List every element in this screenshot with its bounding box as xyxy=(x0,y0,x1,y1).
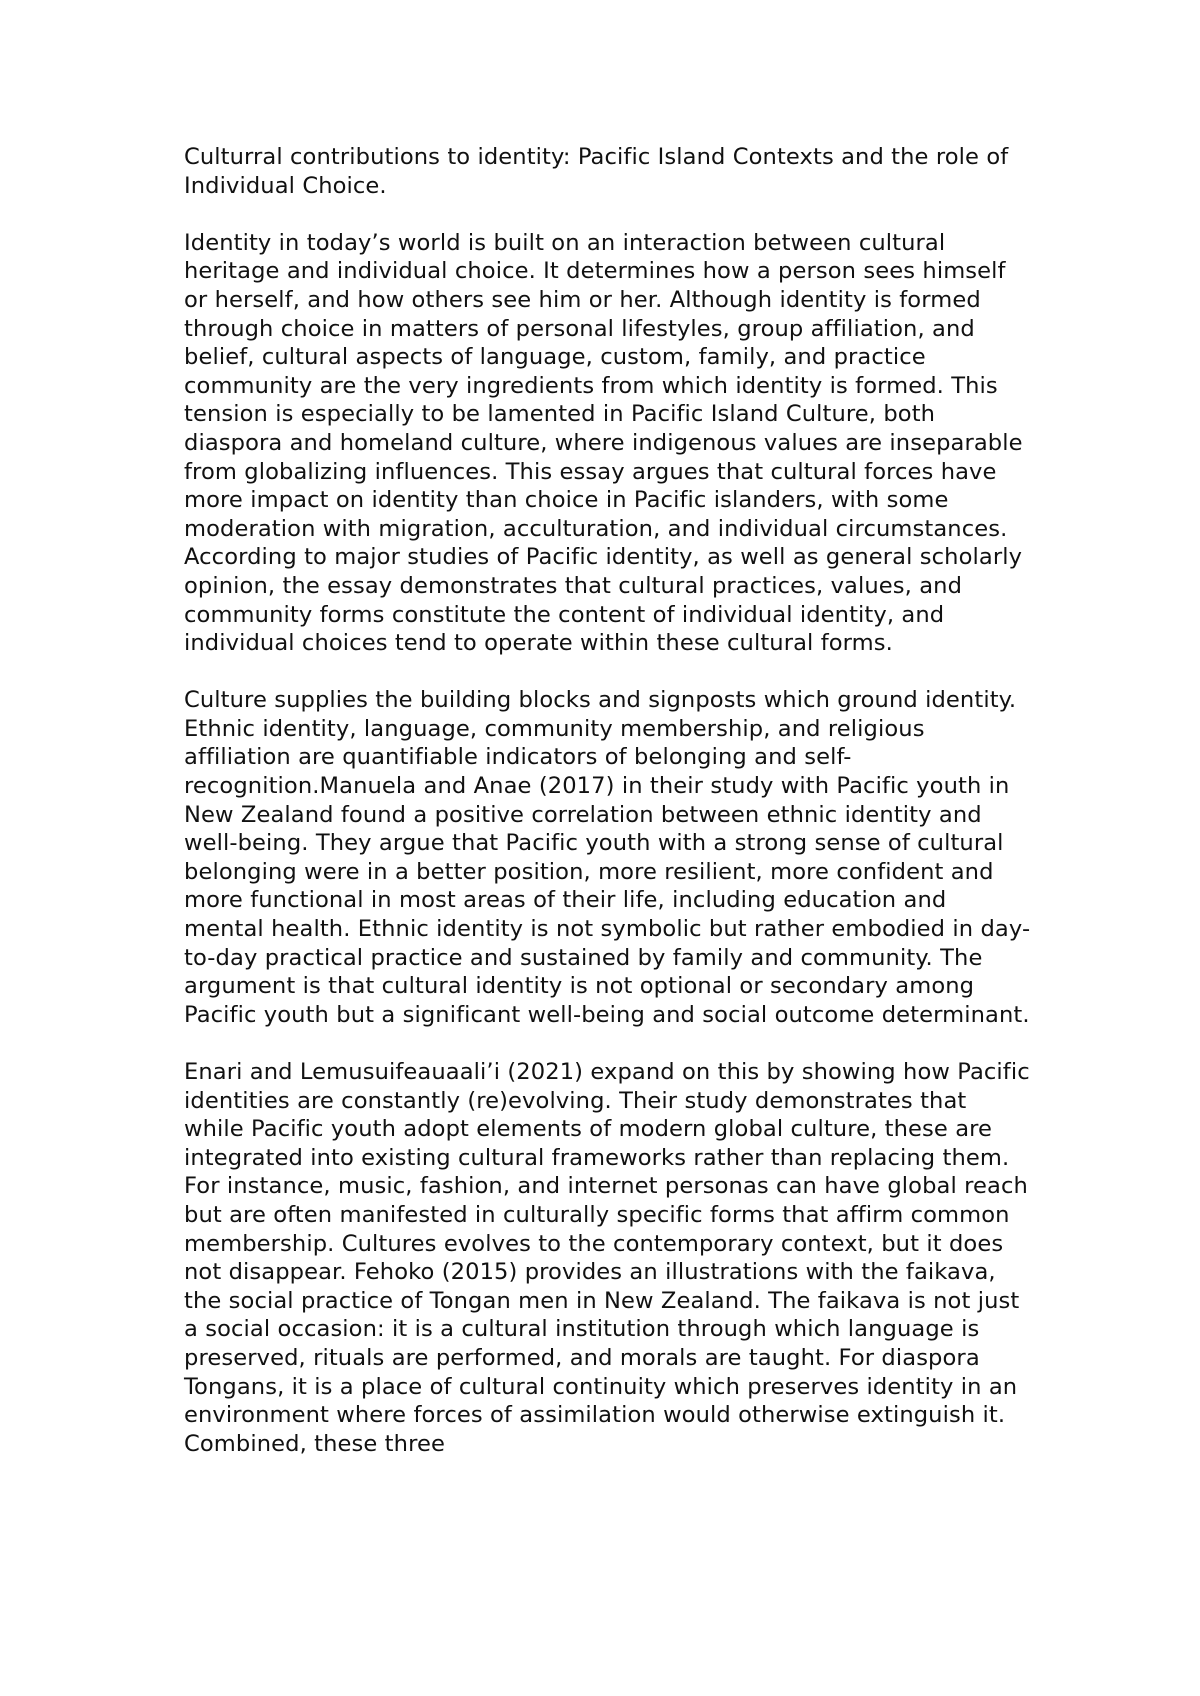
document-body xyxy=(184,143,1032,1458)
paragraph-evolving-identities: Enari and Lemusuifeauaali’i (2021) expand on this by showing how Pacific identities are constantly (re)evolving. Their study demonstrates that while Pacific youth adopt elements of modern global culture, these are integrated into existing cultural frameworks rather than replacing them. For instance, music, fashion, and internet personas can have global reach but are often manifested in culturally specific forms that affirm common membership. Cultures evolves to the contemporary context, but it does not disappear. Fehoko (2015) provides an illustrations with the faikava, the social practice of Tongan men in New Zealand. The faikava is not just a social occasion: it is a cultural institution through which language is preserved, rituals are performed, and morals are taught. For diaspora Tongans, it is a place of cultural continuity which preserves identity in an environment where forces of assimilation would otherwise extinguish it. Combined, these three xyxy=(184,1059,1030,1457)
paragraph-culture-building-blocks: Culture supplies the building blocks and signposts which ground identity. Ethnic identity, language, community membership, and religious affiliation are quantifiable indicators of belonging and self-recognition.Manuela and Anae (2017) in their study with Pacific youth in New Zealand found a positive correlation between ethnic identity and well-being. They argue that Pacific youth with a strong sense of cultural belonging were in a better position, more resilient, more confident and more functional in most areas of their life, including education and mental health. Ethnic identity is not symbolic but rather embodied in day-to-day practical practice and sustained by family and community. The argument is that cultural identity is not optional or secondary among Pacific youth but a significant well-being and social outcome determinant. xyxy=(184,687,1031,1028)
paragraph-introduction: Identity in today’s world is built on an interaction between cultural heritage and individual choice. It determines how a person sees himself or herself, and how others see him or her. Although identity is formed through choice in matters of personal lifestyles, group affiliation, and belief, cultural aspects of language, custom, family, and practice community are the very ingredients from which identity is formed. This tension is especially to be lamented in Pacific Island Culture, both diaspora and homeland culture, where indigenous values are inseparable from globalizing influences. This essay argues that cultural forces have more impact on identity than choice in Pacific islanders, with some moderation with migration, acculturation, and individual circumstances. According to major studies of Pacific identity, as well as general scholarly opinion, the essay demonstrates that cultural practices, values, and community forms constitute the content of individual identity, and individual choices tend to operate within these cultural forms. xyxy=(184,229,1023,657)
document-title: Culturral contributions to identity: Pacific Island Contexts and the role of Individual Choice. xyxy=(184,144,1009,199)
